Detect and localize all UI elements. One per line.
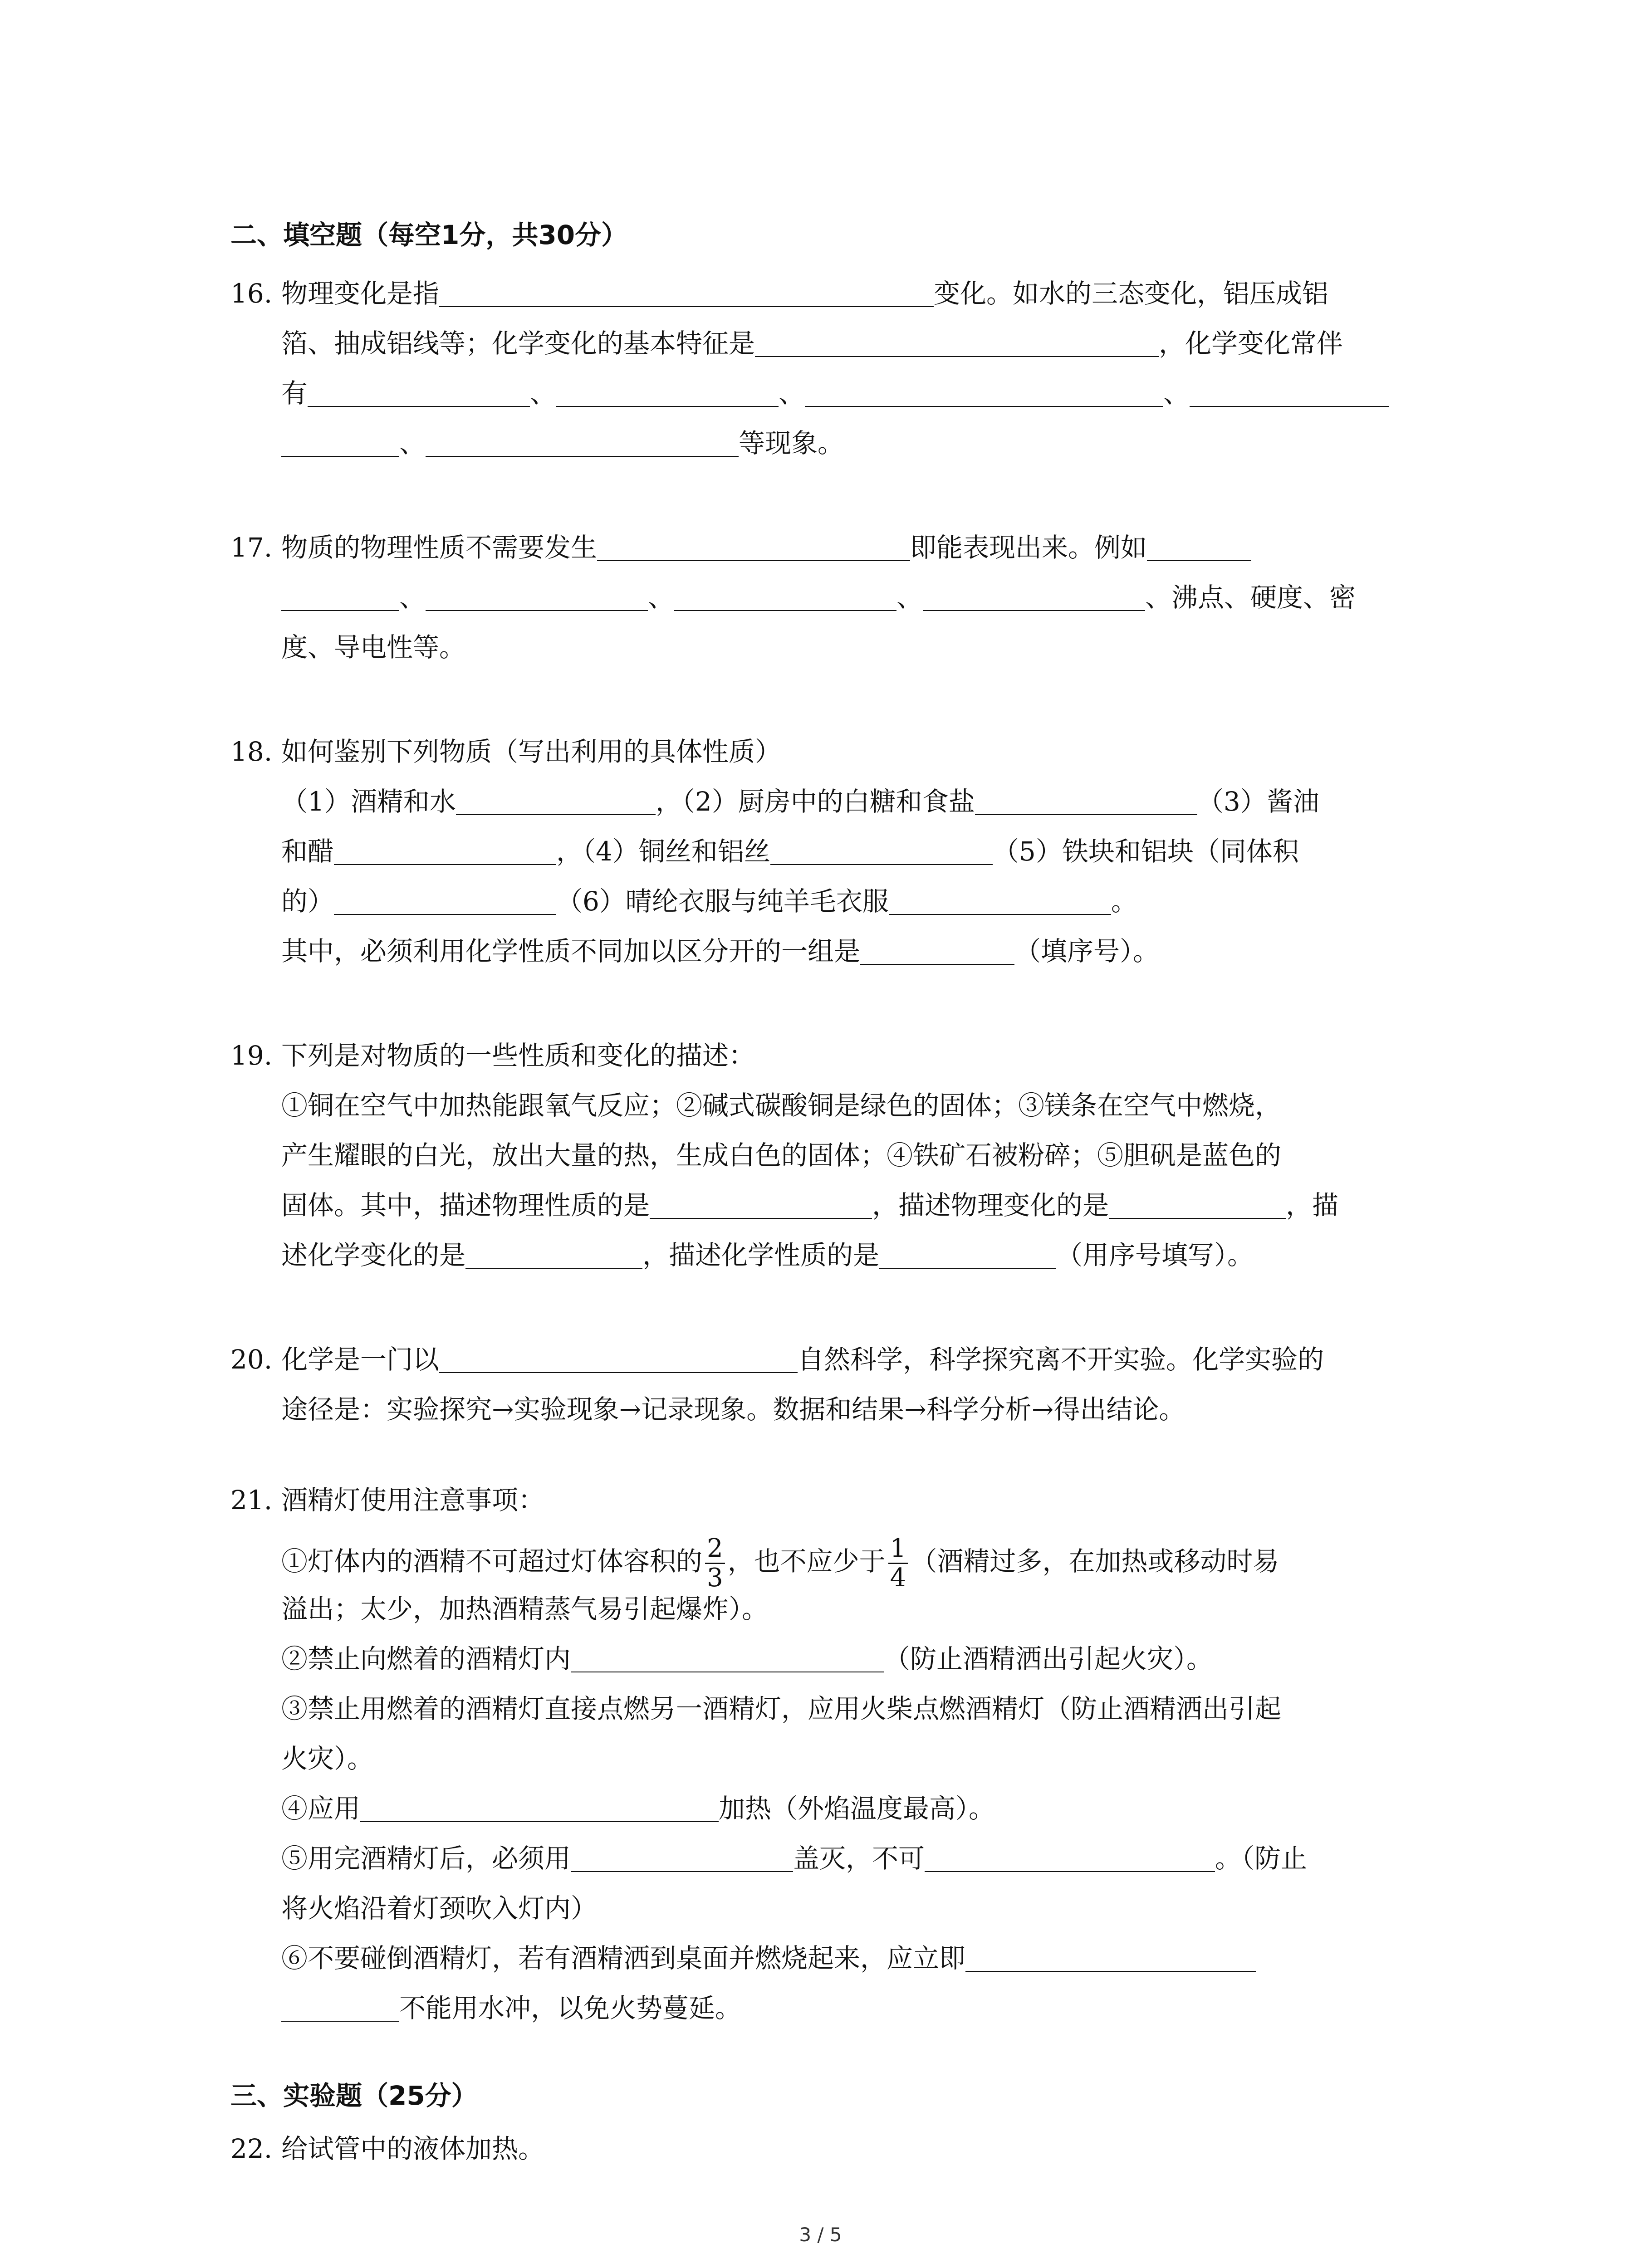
question-21-line-5 [281,1688,1281,1729]
separator: 、 [779,378,805,409]
page-number: 3 / 5 [799,2224,842,2246]
question-text: （3）酱油 [1197,786,1319,817]
question-text: （5）铁块和铝块（同体积 [992,836,1299,867]
answer-blank[interactable] [571,1871,793,1872]
separator: 、 [530,378,557,409]
question-number: 19. [230,1040,273,1071]
question-text: 不能用水冲，以免火势蔓延。 [399,1993,742,2024]
question-text: 变化。如水的三态变化，铝压成铝 [934,278,1329,309]
question-text: 和醋 [281,836,334,867]
question-text: ，也不应少于 [727,1546,886,1577]
question-19-line-4 [281,1185,1338,1226]
question-21-line-8 [281,1838,1307,1879]
fraction-numerator: 2 [705,1535,725,1564]
question-20-line-2 [281,1389,1185,1430]
question-16-line-1 [230,273,1328,314]
question-text: 将火焰沿着灯颈吹入灯内） [281,1893,598,1924]
question-text: ③禁止用燃着的酒精灯直接点燃另一酒精灯，应用火柴点燃酒精灯（防止酒精洒出引起 [281,1693,1282,1724]
separator: 、 [896,582,923,613]
question-21-line-4 [281,1638,1213,1679]
answer-blank[interactable] [439,306,934,307]
fraction-denominator: 3 [707,1563,723,1593]
answer-blank[interactable] [334,864,556,865]
fraction-two-thirds [705,1535,725,1592]
question-text: 自然科学，科学探究离不开实验。化学实验的 [798,1344,1324,1375]
question-text: 下列是对物质的一些性质和变化的描述： [281,1040,755,1071]
question-text: ①灯体内的酒精不可超过灯体容积的 [281,1546,703,1577]
answer-blank[interactable] [465,1268,642,1269]
question-text: ，描述物理变化的是 [872,1190,1109,1221]
answer-blank[interactable] [925,1871,1215,1872]
question-text: ④应用 [281,1793,361,1824]
question-16-line-3 [281,373,1389,414]
question-text: （酒精过多，在加热或移动时易 [911,1546,1279,1577]
question-number: 22. [230,2133,273,2164]
answer-blank[interactable] [426,610,648,611]
question-text: 化学是一门以 [281,1344,440,1375]
question-17-line-3 [281,627,465,668]
question-21-line-3 [281,1589,768,1629]
answer-blank[interactable] [1190,406,1389,407]
question-21-line-10 [281,1938,1256,1979]
question-text: 物质的物理性质不需要发生 [281,532,598,563]
question-text: 如何鉴别下列物质（写出利用的具体性质） [281,736,782,767]
question-number: 18. [230,736,273,767]
question-text: 物理变化是指 [281,278,440,309]
answer-blank[interactable] [975,814,1197,815]
question-19-line-3 [281,1135,1281,1176]
question-number: 20. [230,1344,273,1375]
question-text: ⑥不要碰倒酒精灯，若有酒精洒到桌面并燃烧起来，应立即 [281,1943,966,1974]
question-21-line-2 [281,1530,1279,1593]
answer-blank[interactable] [281,610,399,611]
question-18-line-1 [230,731,781,772]
question-text: 的） [281,886,334,917]
fraction-denominator: 4 [890,1563,906,1593]
question-text: 即能表现出来。例如 [910,532,1147,563]
answer-blank[interactable] [1147,560,1251,561]
separator: 、 [399,428,426,459]
answer-blank[interactable] [556,406,779,407]
question-text: ，（4）铜丝和铝丝 [556,836,770,867]
question-text: 溢出；太少，加热酒精蒸气易引起爆炸）。 [281,1593,769,1624]
question-text: 。（防止 [1215,1843,1308,1874]
question-16-line-4 [281,423,844,464]
answer-blank[interactable] [1109,1218,1286,1219]
answer-blank[interactable] [456,814,656,815]
separator: 、 [648,582,675,613]
question-text: 加热（外焰温度最高）。 [719,1793,995,1824]
question-text: （防止酒精洒出引起火灾）。 [884,1643,1213,1674]
question-text: ，描 [1286,1190,1339,1221]
answer-blank[interactable] [426,456,739,457]
question-text: 述化学变化的是 [281,1240,466,1271]
question-21-line-1 [230,1480,544,1520]
question-text: （填序号）。 [1014,936,1160,967]
separator: 、 [1163,378,1190,409]
question-19-line-1 [230,1035,755,1076]
section-heading-experiment [230,2077,478,2114]
question-18-line-2 [281,781,1319,822]
answer-blank[interactable] [889,914,1111,915]
answer-blank[interactable] [439,1372,798,1373]
section-heading-fill-in [230,217,627,253]
question-text: 火灾）。 [281,1743,374,1774]
answer-blank[interactable] [860,964,1014,965]
question-number: 16. [230,278,273,309]
question-text: 固体。其中，描述物理性质的是 [281,1190,650,1221]
answer-blank[interactable] [674,610,896,611]
section-heading-text: 三、实验题（25分） [230,2080,478,2111]
section-heading-text: 二、填空题（每空1分，共30分） [230,220,628,250]
question-17-line-2 [281,577,1356,618]
question-16-line-2 [281,323,1343,364]
question-19-line-5 [281,1235,1254,1276]
answer-blank[interactable] [334,914,556,915]
question-21-line-9 [281,1888,597,1929]
fraction-one-quarter [888,1535,908,1592]
question-text: 酒精灯使用注意事项： [281,1485,545,1515]
question-text: ②禁止向燃着的酒精灯内 [281,1643,571,1674]
question-text: 产生耀眼的白光，放出大量的热，生成白色的固体；④铁矿石被粉碎；⑤胆矾是蓝色的 [281,1140,1282,1171]
question-text: 。 [1111,886,1137,917]
answer-blank[interactable] [879,1268,1056,1269]
question-17-line-1 [230,527,1251,568]
question-number: 21. [230,1485,273,1515]
question-text: 其中，必须利用化学性质不同加以区分开的一组是 [281,936,861,967]
answer-blank[interactable] [770,864,993,865]
question-text: （用序号填写）。 [1056,1240,1254,1271]
question-text: （1）酒精和水 [281,786,456,817]
question-text: ⑤用完酒精灯后，必须用 [281,1843,571,1874]
answer-blank[interactable] [360,1821,719,1822]
question-19-line-2 [281,1085,1281,1126]
answer-blank[interactable] [923,610,1145,611]
question-21-line-7 [281,1788,995,1829]
question-text: ，（2）厨房中的白糖和食盐 [655,786,975,817]
answer-blank[interactable] [281,2021,399,2022]
question-20-line-1 [230,1339,1324,1380]
question-18-line-3 [281,831,1299,872]
question-21-line-11 [281,1988,741,2028]
question-number: 17. [230,532,273,563]
question-text: 等现象。 [739,428,844,459]
question-text: 盖灭，不可 [793,1843,925,1874]
answer-blank[interactable] [805,406,1163,407]
question-18-line-4 [281,881,1137,922]
separator: 、 [399,582,426,613]
question-text: ①铜在空气中加热能跟氧气反应；②碱式碳酸铜是绿色的固体；③镁条在空气中燃烧， [281,1090,1282,1121]
question-text: 度、导电性等。 [281,632,466,663]
question-text: （6）晴纶衣服与纯羊毛衣服 [556,886,889,917]
question-21-line-6 [281,1738,373,1779]
answer-blank[interactable] [308,406,530,407]
answer-blank[interactable] [650,1218,872,1219]
question-18-line-5 [281,931,1159,972]
question-22-line-1 [230,2128,544,2169]
question-text: ，化学变化常伴 [1159,328,1343,359]
question-text: 途径是：实验探究→实验现象→记录现象。数据和结果→科学分析→得出结论。 [281,1394,1185,1425]
question-text: 给试管中的液体加热。 [281,2133,545,2164]
question-text: 有 [281,378,308,409]
answer-blank[interactable] [281,456,399,457]
answer-blank[interactable] [755,356,1159,357]
question-text: 、沸点、硬度、密 [1145,582,1356,613]
fraction-numerator: 1 [888,1535,908,1564]
answer-blank[interactable] [965,1971,1256,1972]
answer-blank[interactable] [597,560,910,561]
question-text: ，描述化学性质的是 [642,1240,880,1271]
question-text: 箔、抽成铝线等；化学变化的基本特征是 [281,328,755,359]
